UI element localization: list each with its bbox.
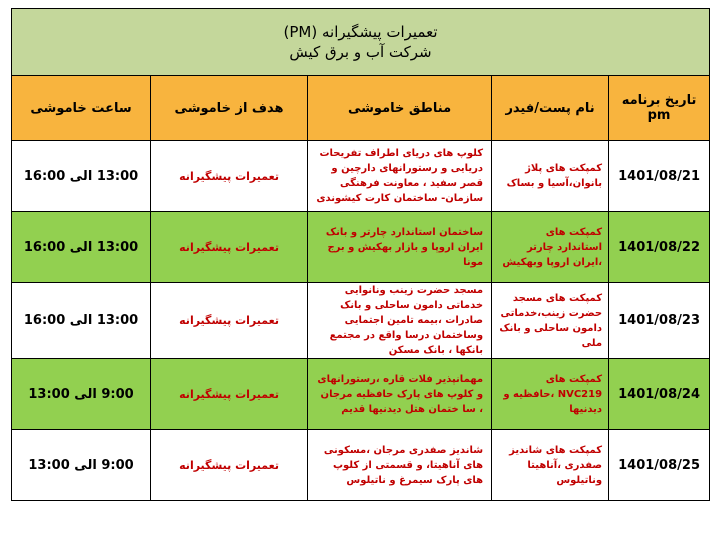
header-date: تاریخ برنامه pm xyxy=(609,76,710,141)
time-separator: الی xyxy=(69,313,93,328)
header-goal: هدف از خاموشی xyxy=(151,76,308,141)
row-time xyxy=(12,141,151,212)
table-row xyxy=(12,283,710,359)
row-time xyxy=(12,359,151,430)
time-to: 16:00 xyxy=(23,239,66,255)
pm-schedule-table xyxy=(11,8,710,501)
time-to: 16:00 xyxy=(23,313,66,328)
row-feeder: کمپکت های NVC219 ،حافظیه و دیدنیها xyxy=(492,359,609,430)
row-date: 1401/08/25 xyxy=(609,430,710,501)
time-from: 9:00 xyxy=(101,386,134,402)
time-separator: الی xyxy=(74,386,97,402)
time-separator: الی xyxy=(74,457,97,473)
header-feeder: نام پست/فیدر xyxy=(492,76,609,141)
row-feeder: کمپکت های استاندارد چارتر ،ایران اروپا وبهکیش xyxy=(492,212,609,283)
table-row xyxy=(12,141,710,212)
table-row xyxy=(12,212,710,283)
row-areas: مسجد حضرت زینب ونانوایی خدماتی دامون ساحلی و بانک صادرات ،بیمه تامین اجتمایی وساختمان درسا واقع در مجتمع بانکها ، بانک مسکن xyxy=(308,283,492,359)
row-date: 1401/08/21 xyxy=(609,141,710,212)
row-time xyxy=(12,430,151,501)
header-row xyxy=(12,76,710,141)
row-goal: تعمیرات پیشگیرانه xyxy=(151,430,308,501)
row-feeder: کمپکت های شاندیز صفدری ،آناهیتا وناتیلوس xyxy=(492,430,609,501)
row-date: 1401/08/23 xyxy=(609,283,710,359)
header-areas: مناطق خاموشی xyxy=(308,76,492,141)
row-areas: مهمانپذیر فلات قاره ،رستورانهای و کلوپ های پارک حافظیه مرجان ، سا ختمان هتل دیدنیها قدیم xyxy=(308,359,492,430)
row-date: 1401/08/24 xyxy=(609,359,710,430)
table-row xyxy=(12,359,710,430)
time-from: 9:00 xyxy=(101,457,134,473)
time-to: 13:00 xyxy=(28,457,70,473)
time-from: 13:00 xyxy=(96,168,139,184)
time-separator: الی xyxy=(69,239,93,255)
row-goal: تعمیرات پیشگیرانه xyxy=(151,359,308,430)
row-time xyxy=(12,212,151,283)
time-to: 16:00 xyxy=(23,168,66,184)
row-areas: شاندیز صفدری مرجان ،مسکونی های آناهیتا، و قسمتی از کلوپ های پارک سیمرغ و ناتیلوس xyxy=(308,430,492,501)
row-areas: ساختمان استاندارد چارتر و بانک ایران اروپا و بازار بهکیش و برج مونا xyxy=(308,212,492,283)
time-from: 13:00 xyxy=(96,239,139,255)
time-from: 13:00 xyxy=(96,313,139,328)
time-to: 13:00 xyxy=(28,386,70,402)
time-separator: الی xyxy=(69,168,93,184)
row-areas: کلوپ های دریای اطراف تفریحات دریایی و رستورانهای دارچین و قصر سفید ، معاونت فرهنگی سازمان- ساختمان کارت کیشوندی xyxy=(308,141,492,212)
row-goal: تعمیرات پیشگیرانه xyxy=(151,212,308,283)
title-line-1: تعمیرات پیشگیرانه (PM) xyxy=(283,23,438,41)
table-title xyxy=(12,9,710,76)
header-time: ساعت خاموشی xyxy=(12,76,151,141)
row-date: 1401/08/22 xyxy=(609,212,710,283)
row-time xyxy=(12,283,151,359)
table-row xyxy=(12,430,710,501)
row-goal: تعمیرات پیشگیرانه xyxy=(151,283,308,359)
title-line-2: شرکت آب و برق کیش xyxy=(289,43,432,61)
row-goal: تعمیرات پیشگیرانه xyxy=(151,141,308,212)
row-feeder: کمپکت های پلاژ بانوان،آسیا و بساک xyxy=(492,141,609,212)
row-feeder: کمپکت های مسجد حضرت زینب،خدماتی دامون ساحلی و بانک ملی xyxy=(492,283,609,359)
